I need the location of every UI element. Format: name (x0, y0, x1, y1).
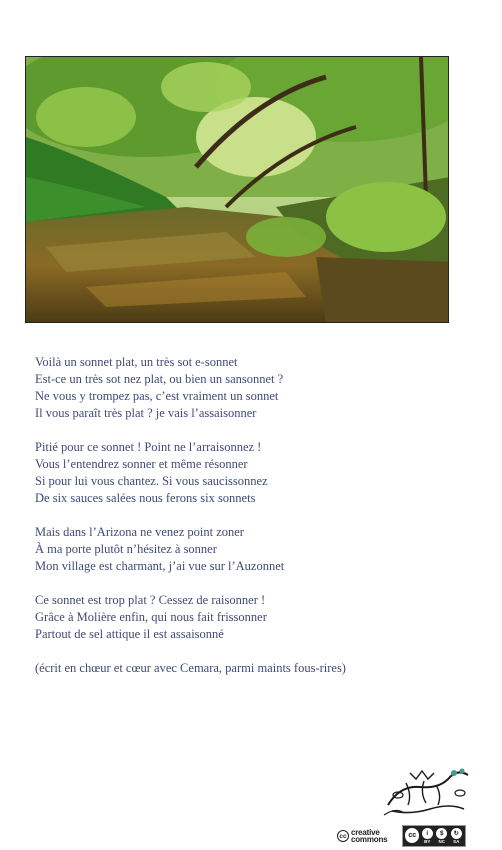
poem-line: Si pour lui vous chantez. Si vous saucissonnez (35, 474, 268, 488)
cc-word-commons: commons (351, 835, 388, 844)
poem-stanza (35, 439, 475, 507)
creative-commons-logo-icon (337, 826, 387, 846)
poem-line: Pitié pour ce sonnet ! Point ne l’arraisonnez ! (35, 440, 262, 454)
poem-line: Mon village est charmant, j’ai vue sur l’Auzonnet (35, 559, 285, 573)
poem-line: De six sauces salées nous ferons six sonnets (35, 491, 256, 505)
poem-line: Vous l’entendrez sonner et même résonner (35, 457, 248, 471)
share-alike-icon: ↻ (451, 828, 462, 839)
license-by (420, 828, 434, 845)
cc-symbol: cc (337, 830, 349, 842)
license-nc (435, 828, 449, 845)
poem-line: Est-ce un très sot nez plat, ou bien un sansonnet ? (35, 372, 284, 386)
license-label: BY (424, 839, 431, 844)
poem-line: Grâce à Molière enfin, qui nous fait frissonner (35, 610, 267, 624)
poem-line: Il vous paraît très plat ? je vais l’assaisonner (35, 406, 257, 420)
cc-by-nc-sa-badge-icon[interactable] (402, 825, 466, 847)
poem-line: Mais dans l’Arizona ne venez point zoner (35, 525, 244, 539)
poem (35, 354, 475, 677)
attribution-icon: i (422, 828, 433, 839)
noncommercial-icon: $ (436, 828, 447, 839)
poem-stanza (35, 524, 475, 575)
license-sa (450, 828, 464, 845)
poem-line: Voilà un sonnet plat, un très sot e-sonnet (35, 355, 238, 369)
license-cc-symbol: cc (405, 828, 419, 843)
license-label: SA (453, 839, 460, 844)
cc-wordmark (351, 829, 387, 843)
poem-line: À ma porte plutôt n’hésitez à sonner (35, 542, 217, 556)
poem-stanza (35, 354, 475, 422)
poem-line: Ne vous y trompez pas, c’est vraiment un sonnet (35, 389, 279, 403)
poem-stanza (35, 592, 475, 643)
poem-note: (écrit en chœur et cœur avec Cemara, parmi maints fous-rires) (35, 661, 346, 675)
license-label: NC (438, 839, 445, 844)
river-forest-photo (25, 56, 449, 323)
cc-word-creative: creative (351, 828, 380, 837)
handwritten-signature-icon (380, 765, 476, 821)
poem-line: Ce sonnet est trop plat ? Cessez de raisonner ! (35, 593, 266, 607)
poem-line: Partout de sel attique il est assaisonné (35, 627, 224, 641)
